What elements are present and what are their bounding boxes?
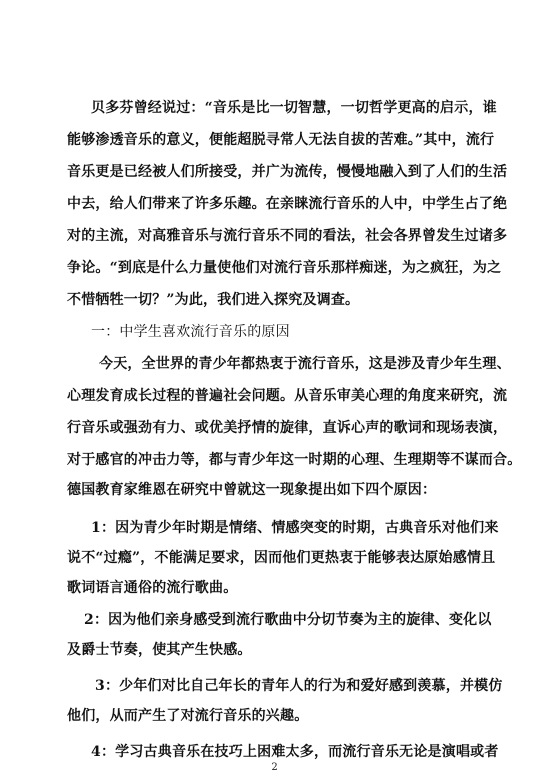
intro-line-5: 对的主流，对高雅音乐与流行音乐不同的看法，社会各界曾发生过诸多 (67, 228, 508, 244)
body-line-3: 行音乐或强劲有力、或优美抒情的旋律，直诉心声的歌词和现场表演， (67, 420, 508, 436)
reason-3-line-2: 他们，从而产生了对流行音乐的兴趣。 (67, 708, 309, 724)
page-number: 2 (271, 762, 278, 773)
intro-line-1: 贝多芬曾经说过：“音乐是比一切智慧，一切哲学更高的启示，谁 (91, 100, 497, 116)
reason-1-line-2: 说不“过瘾”，不能满足要求，因而他们更热衷于能够表达原始感情且 (67, 550, 496, 566)
reason-1-line-3: 歌词语言通俗的流行歌曲。 (67, 580, 238, 596)
intro-line-3: 音乐更是已经被人们所接受，并广为流传，慢慢地融入到了人们的生活 (67, 164, 508, 180)
reason-2-line-1: 2：因为他们亲身感受到流行歌曲中分切节奏为主的旋律、变化以 (84, 612, 492, 628)
body-line-2: 心理发育成长过程的普遍社会问题。从音乐审美心理的角度来研究，流 (67, 388, 508, 404)
body-line-4: 对于感官的冲击力等，都与青少年这一时期的心理、生理期等不谋而合。 (67, 452, 522, 468)
reason-1-line-1: 1：因为青少年时期是情绪、情感突变的时期，古典音乐对他们来 (91, 520, 499, 536)
body-line-5: 德国教育家维恩在研究中曾就这一现象提出如下四个原因： (67, 482, 437, 498)
reason-2-line-2: 及爵士节奏，使其产生快感。 (67, 642, 252, 658)
section-heading: 一：中学生喜欢流行音乐的原因 (91, 324, 290, 340)
reason-4-line-1: 4：学习古典音乐在技巧上困难太多，而流行音乐无论是演唱或者 (91, 744, 499, 760)
body-line-1: 今天，全世界的青少年都热衷于流行音乐，这是涉及青少年生理、 (99, 356, 511, 372)
intro-line-7: 不惜牺牲一切？”为此，我们进入探究及调查。 (67, 292, 360, 308)
reason-3-line-1: 3：少年们对比自己年长的青年人的行为和爱好感到羡慕，并模仿 (95, 678, 503, 694)
intro-line-4: 中去，给人们带来了许多乐趣。在亲睐流行音乐的人中，中学生占了绝 (67, 196, 508, 212)
intro-line-6: 争论。“到底是什么力量使他们对流行音乐那样痴迷，为之疯狂，为之 (67, 260, 502, 276)
intro-line-2: 能够渗透音乐的意义，便能超脱寻常人无法自拔的苦难。”其中，流行 (67, 132, 495, 148)
